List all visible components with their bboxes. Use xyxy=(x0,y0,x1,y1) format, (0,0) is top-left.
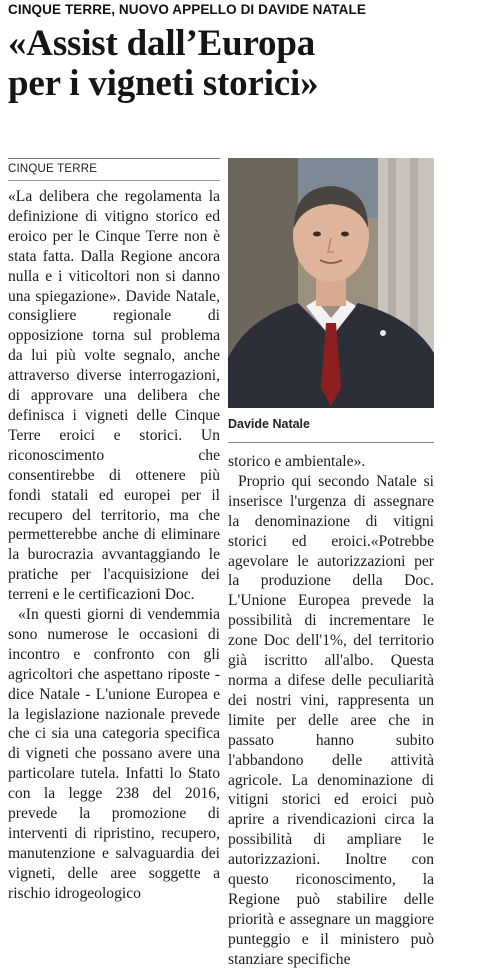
portrait-photo xyxy=(228,158,434,408)
headline-line-2: per i vigneti storici» xyxy=(8,63,319,104)
article-headline xyxy=(8,24,478,104)
article-kicker: CINQUE TERRE, NUOVO APPELLO DI DAVIDE NATALE xyxy=(8,2,366,17)
caption-rule xyxy=(228,442,434,443)
photo-caption: Davide Natale xyxy=(228,417,310,431)
paragraph: storico e ambientale». xyxy=(228,453,366,470)
article-column-left xyxy=(8,187,220,940)
paragraph: «In questi giorni di vendemmia sono numerose le occasioni di incontro e confronto con gli agricoltori che aspettano riposte - dice Natale - L'unione Europea e la legislazione nazionale prevede che ci sia una categoria specifica di vigneti che possano avere una particolare tutela. Infatti lo Stato con la legge 238 del 2016, prevede la promozione di interventi di ripristino, recupero, manutenzione e salvaguardia dei vigneti, delle aree soggette a rischio idrogeologico xyxy=(8,606,220,902)
article-column-right xyxy=(228,452,434,968)
paragraph: Proprio qui secondo Natale si inserisce l'urgenza di assegnare la denominazione di vitigni storici ed eroici.«Potrebbe agevolare le autorizzazioni per la produzione della Doc. L'Unione Europea prevede la possibilità di incrementare le zone Doc dell'1%, del territorio già iscritto all'albo. Questa norma a difese delle peculiarità dei nostri vini, rappresenta un limite per delle aree che in passato hanno subito l'abbandono delle attività agricole. La denominazione di vitigni storici ed eroici può aprire a rivendicazioni circa la possibilità di ampliare le autorizzazioni. Inoltre con questo riconoscimento, la Regione può stabilire delle priorità e assegnare un maggiore punteggio e il ministero può stanziare specifiche xyxy=(228,472,434,968)
paragraph: «La delibera che regolamenta la definizione di vitigno storico ed eroico per le Cinque Terre non è stata fatta. Dalla Regione ancora nulla e i viticoltori non si danno una spiegazione». Davide Natale, consigliere regionale di opposizione torna sul problema da lui più volte segnalo, anche attraverso diverse interrogazioni, di approvare una delibera che definisca i vigneti delle Cinque Terre eroici e storici. Un riconoscimento che consentirebbe di ottenere più fondi statali ed europei per il recupero del territorio, ma che permetterebbe anche di eliminare la burocrazia avvantaggiando le pratiche per l'acquisizione dei terreni e le certificazioni Doc. xyxy=(8,188,220,604)
headline-line-1: «Assist dall’Europa xyxy=(8,23,316,64)
section-top-rule xyxy=(8,158,220,159)
portrait-illustration xyxy=(228,158,434,408)
section-label-rule xyxy=(8,180,220,181)
section-label: CINQUE TERRE xyxy=(8,163,98,175)
